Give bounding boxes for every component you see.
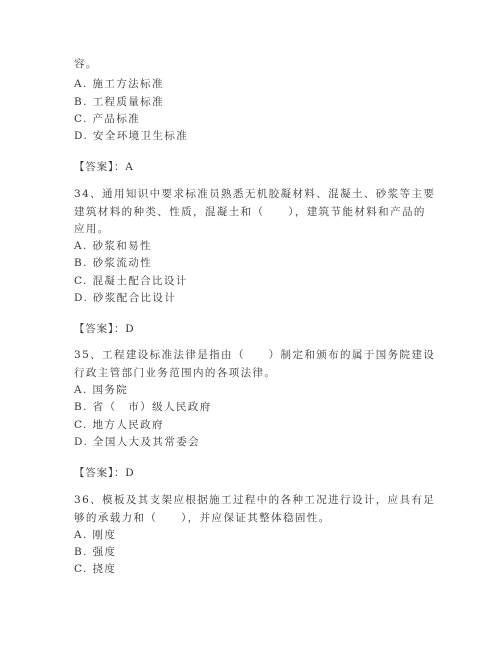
q34-option-c: C. 混凝土配合比设计 [74, 275, 188, 287]
q34-stem-line-2: 建筑材料的种类、性质，混凝土和（ ），建筑节能材料和产品的 [74, 206, 426, 218]
q35-stem-line-1: 35、工程建设标准法律是指由（ ）制定和颁布的属于国务院建设 [74, 349, 436, 361]
q35-option-d: D. 全国人大及其常委会 [74, 436, 201, 448]
q36-stem-line-2: 够的承载力和（ ），并应保证其整体稳固性。 [74, 512, 331, 524]
q36-option-b: B. 强度 [74, 546, 117, 558]
q34-option-a: A. 砂浆和易性 [74, 240, 152, 252]
q33-option-a: A. 施工方法标准 [74, 78, 164, 90]
q33-option-d: D. 安全环境卫生标准 [74, 130, 189, 142]
q34-answer: 【答案】：D [74, 323, 135, 335]
q36-stem-line-1: 36、模板及其支架应根据施工过程中的各种工况进行设计，应具有足 [74, 494, 436, 506]
q35-stem-line-2: 行政主管部门业务范围内的各项法律。 [74, 367, 277, 379]
q34-stem-line-3: 应用。 [74, 223, 110, 235]
q35-option-c: C. 地方人民政府 [74, 419, 164, 431]
q35-option-b: B. 省（ 市）级人民政府 [74, 401, 212, 413]
q33-option-b: B. 工程质量标准 [74, 96, 164, 108]
q34-option-b: B. 砂浆流动性 [74, 257, 153, 269]
q33-option-c: C. 产品标准 [74, 113, 141, 125]
q36-option-c: C. 挠度 [74, 563, 117, 575]
q33-answer: 【答案】：A [74, 161, 134, 173]
q34-option-d: D. 砂浆配合比设计 [74, 292, 177, 304]
q35-answer: 【答案】：D [74, 467, 135, 479]
q35-option-a: A. 国务院 [74, 384, 129, 396]
q34-stem-line-1: 34、通用知识中要求标准员熟悉无机胶凝材料、混凝土、砂浆等主要 [74, 188, 436, 200]
q36-option-a: A. 刚度 [74, 529, 117, 541]
question-33-tail: 容。 [74, 58, 98, 70]
